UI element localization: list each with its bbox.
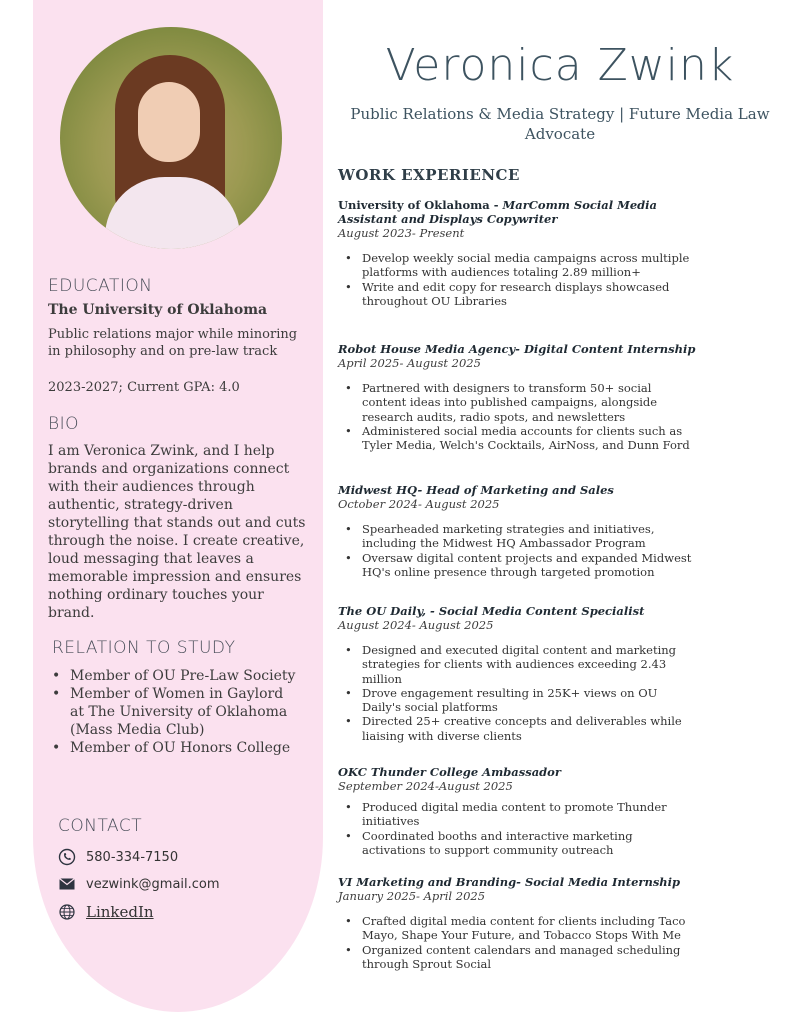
job-bullets [338, 800, 698, 857]
list-item: • Partnered with designers to transform 50+ social content ideas into published campaigns, alongside research audits, radio spots, and newsletters [360, 381, 698, 424]
job-bullets [338, 643, 698, 743]
job-entry [338, 198, 698, 308]
job-date: April 2025- August 2025 [338, 356, 481, 370]
phone-icon [58, 848, 76, 866]
job-bullets [338, 522, 698, 579]
page-title: Veronica Zwink [385, 40, 735, 91]
contact-heading: CONTACT [58, 816, 143, 836]
globe-icon [58, 903, 76, 921]
work-heading: WORK EXPERIENCE [338, 166, 520, 184]
list-item: • Oversaw digital content projects and expanded Midwest HQ's online presence through targeted promotion [360, 551, 698, 580]
contact-linkedin[interactable] [58, 903, 154, 921]
study-list [48, 667, 298, 757]
job-role: The OU Daily, - Social Media Content Specialist [338, 604, 645, 618]
list-item: • Directed 25+ creative concepts and deliverables while liaising with diverse clients [360, 714, 698, 743]
job-role: OKC Thunder College Ambassador [338, 765, 561, 779]
job-entry [338, 483, 698, 579]
job-role: VI Marketing and Branding- Social Media Internship [338, 875, 681, 889]
job-bullets [338, 381, 698, 452]
job-date: August 2024- August 2025 [338, 618, 494, 632]
contact-email[interactable] [58, 875, 220, 893]
study-item: • Member of OU Honors College [48, 739, 298, 757]
list-item: • Develop weekly social media campaigns across multiple platforms with audiences totaling 2.89 million+ [360, 251, 698, 280]
list-item: • Designed and executed digital content and marketing strategies for clients with audiences exceeding 2.43 million [360, 643, 698, 686]
job-title [338, 198, 698, 226]
job-date: August 2023- Present [338, 226, 465, 240]
profile-photo [60, 27, 282, 249]
job-entry [338, 875, 698, 971]
job-entry [338, 604, 698, 743]
list-item: • Drove engagement resulting in 25K+ views on OU Daily's social platforms [360, 686, 698, 715]
bio-text: I am Veronica Zwink, and I help brands and organizations connect with their audiences through authentic, strategy-driven storytelling that stands out and cuts through the noise. I create creative, loud messaging that leaves a memorable impression and ensures nothing ordinary touches your brand. [48, 443, 306, 621]
list-item: • Produced digital media content to promote Thunder initiatives [360, 800, 698, 829]
job-role: Robot House Media Agency- Digital Content Internship [338, 342, 696, 356]
study-item: • Member of Women in Gaylord at The University of Oklahoma (Mass Media Club) [48, 685, 298, 739]
list-item: • Administered social media accounts for clients such as Tyler Media, Welch's Cocktails, AirNoss, and Dunn Ford [360, 424, 698, 453]
mail-icon [58, 875, 76, 893]
contact-phone [58, 848, 178, 866]
phone-number: 580-334-7150 [86, 849, 179, 865]
job-bullets [338, 251, 698, 308]
job-bullets [338, 914, 698, 971]
email-address[interactable]: vezwink@gmail.com [86, 876, 220, 892]
job-date: September 2024-August 2025 [338, 779, 513, 793]
education-school: The University of Oklahoma [48, 302, 268, 318]
job-role: MarComm Social Media Assistant and Displays Copywriter [338, 198, 657, 226]
job-org: University of Oklahoma - [338, 198, 503, 212]
linkedin-link[interactable]: LinkedIn [86, 903, 154, 921]
education-description: Public relations major while minoring in philosophy and on pre-law track [48, 327, 298, 359]
education-years: 2023-2027; Current GPA: 4.0 [48, 380, 240, 395]
study-heading: RELATION TO STUDY [52, 638, 236, 658]
subtitle: Public Relations & Media Strategy | Future Media Law Advocate [350, 105, 770, 143]
job-entry [338, 765, 698, 857]
list-item: • Spearheaded marketing strategies and initiatives, including the Midwest HQ Ambassador Program [360, 522, 698, 551]
list-item: • Coordinated booths and interactive marketing activations to support community outreach [360, 829, 698, 858]
list-item: • Organized content calendars and managed scheduling through Sprout Social [360, 943, 698, 972]
job-date: January 2025- April 2025 [338, 889, 486, 903]
study-item: • Member of OU Pre-Law Society [48, 667, 298, 685]
photo-face [138, 82, 200, 162]
job-date: October 2024- August 2025 [338, 497, 500, 511]
job-entry [338, 342, 698, 452]
list-item: • Write and edit copy for research displays showcased throughout OU Libraries [360, 280, 698, 309]
list-item: • Crafted digital media content for clients including Taco Mayo, Shape Your Future, and Tobacco Stops With Me [360, 914, 698, 943]
education-heading: EDUCATION [48, 276, 153, 296]
job-role: Midwest HQ- Head of Marketing and Sales [338, 483, 614, 497]
bio-heading: BIO [48, 414, 80, 434]
